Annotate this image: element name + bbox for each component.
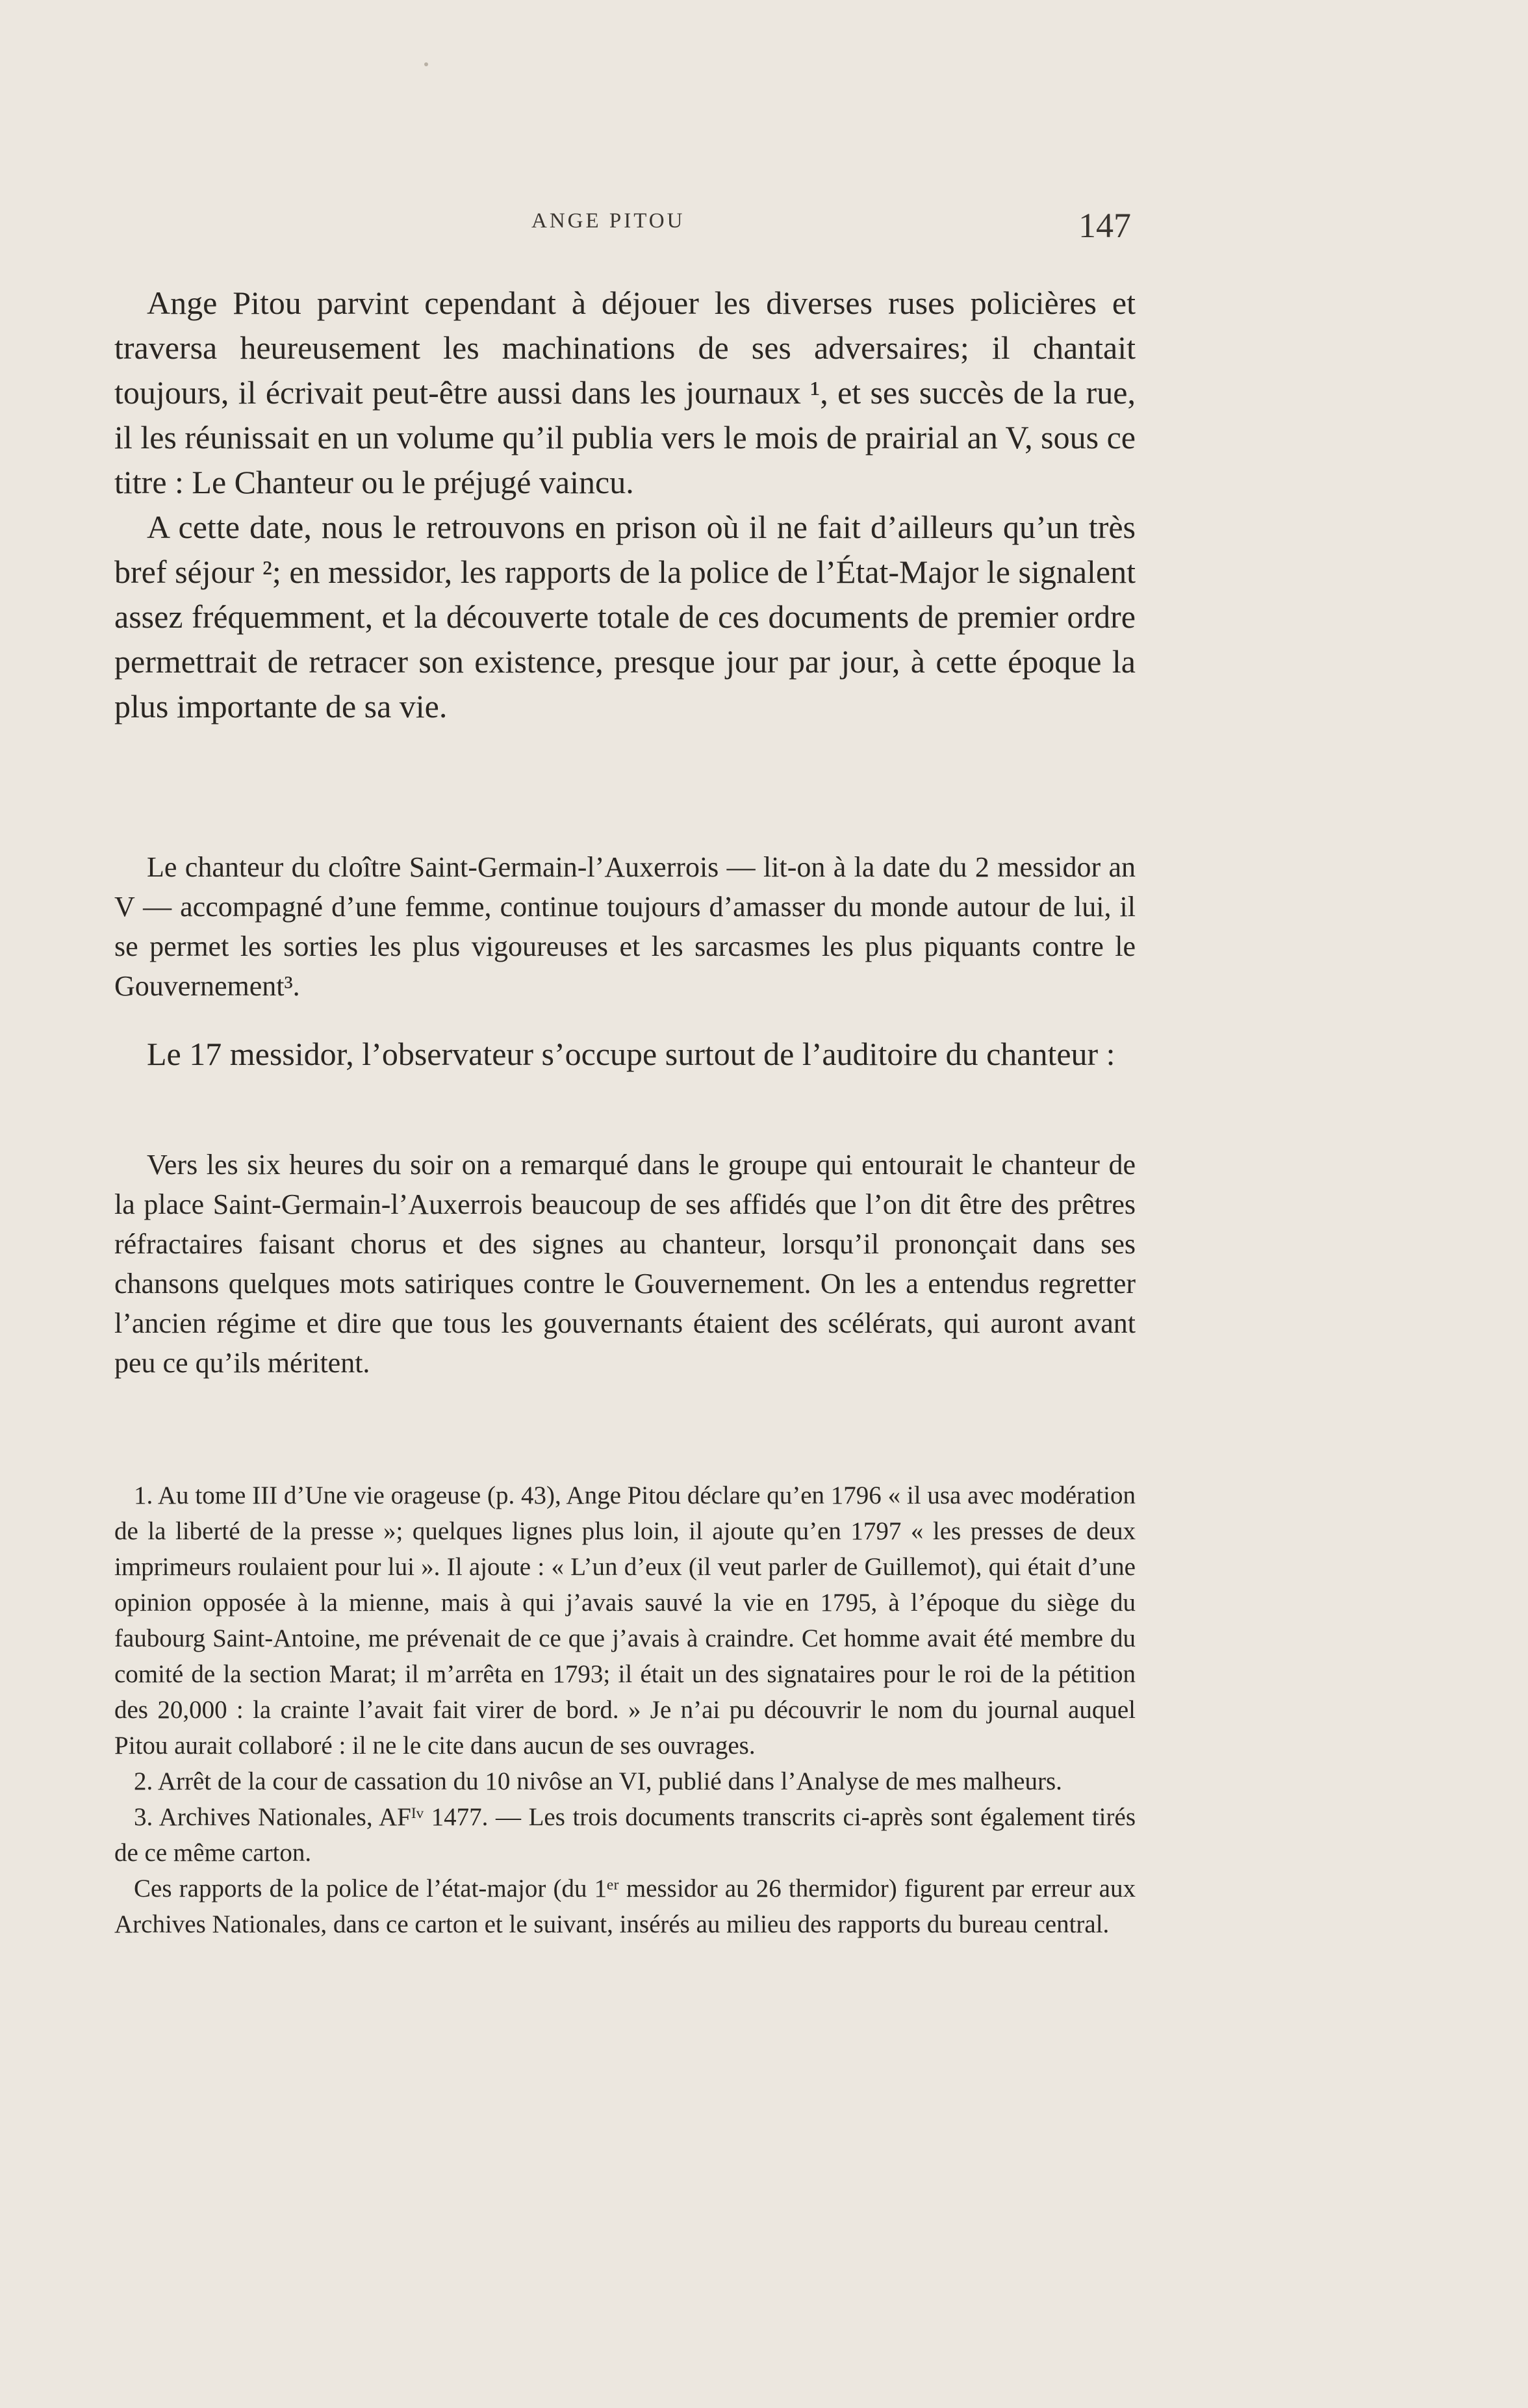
quote-1-text: Le chanteur du cloître Saint-Germain-l’Auxerrois — lit-on à la date du 2 messidor an V — accompagné d’une femme, continue toujours d’amasser du monde autour de lui, il se permet les sorties les plus vigoureuses et les sarcasmes les plus piquants contre le Gouvernement³.: [114, 851, 1136, 1002]
page-number: 147: [1078, 206, 1131, 245]
footnotes: [114, 1478, 1136, 1942]
paragraph-2: A cette date, nous le retrouvons en prison où il ne fait d’ailleurs qu’un très bref séjour ²; en messidor, les rapports de la police de l’État-Major le signalent assez fréquemment, et la découverte totale de ces documents de premier ordre permettrait de retracer son existence, presque jour par jour, à cette époque la plus importante de sa vie.: [114, 509, 1136, 724]
transition-text: Le 17 messidor, l’observateur s’occupe surtout de l’auditoire du chanteur :: [147, 1036, 1115, 1072]
footnote-3-continued: Ces rapports de la police de l’état-major (du 1ᵉʳ messidor au 26 thermidor) figurent par erreur aux Archives Nationales, dans ce carton et le suivant, insérés au milieu des rapports du bureau central.: [114, 1875, 1136, 1938]
transition-paragraph: [114, 1032, 1136, 1077]
footnote-3: 3. Archives Nationales, AFᴵᵛ 1477. — Les trois documents transcrits ci-après sont également tirés de ce même carton.: [114, 1803, 1136, 1867]
quotation-2: [114, 1145, 1136, 1383]
footnote-1: 1. Au tome III d’Une vie orageuse (p. 43), Ange Pitou déclare qu’en 1796 « il usa avec modération de la liberté de la presse »; quelques lignes plus loin, il ajoute qu’en 1797 « les presses de deux imprimeurs roulaient pour lui ». Il ajoute : « L’un d’eux (il veut parler de Guillemot), qui était d’une opinion opposée à la mienne, mais à qui j’avais sauvé la vie en 1795, à l’époque du siège du faubourg Saint-Antoine, me prévenait de ce que j’avais à craindre. Cet homme avait été membre du comité de la section Marat; il m’arrêta en 1793; il était un des signataires pour le roi de la pétition des 20,000 : la crainte l’avait fait virer de bord. » Je n’ai pu découvrir le nom du journal auquel Pitou aurait collaboré : il ne le cite dans aucun de ses ouvrages.: [114, 1481, 1136, 1760]
paragraph-1: Ange Pitou parvint cependant à déjouer les diverses ruses policières et traversa heureusement les machinations de ses adversaires; il chantait toujours, il écrivait peut-être aussi dans les journaux ¹, et ses succès de la rue, il les réunissait en un volume qu’il publia vers le mois de prairial an V, sous ce titre : Le Chanteur ou le préjugé vaincu.: [114, 285, 1136, 500]
paper-speck: [424, 62, 428, 66]
quotation-1: [114, 847, 1136, 1006]
footnote-2: 2. Arrêt de la cour de cassation du 10 nivôse an VI, publié dans l’Analyse de mes malheurs.: [134, 1767, 1062, 1795]
main-text: [114, 281, 1136, 729]
running-header: ANGE PITOU: [531, 209, 685, 233]
quote-2-text: Vers les six heures du soir on a remarqué dans le groupe qui entourait le chanteur de la place Saint-Germain-l’Auxerrois beaucoup de ses affidés que l’on dit être des prêtres réfractaires faisant chorus et des signes au chanteur, lorsqu’il prononçait dans ses chansons quelques mots satiriques contre le Gouvernement. On les a entendus regretter l’ancien régime et dire que tous les gouvernants étaient des scélérats, qui auront avant peu ce qu’ils méritent.: [114, 1149, 1136, 1379]
